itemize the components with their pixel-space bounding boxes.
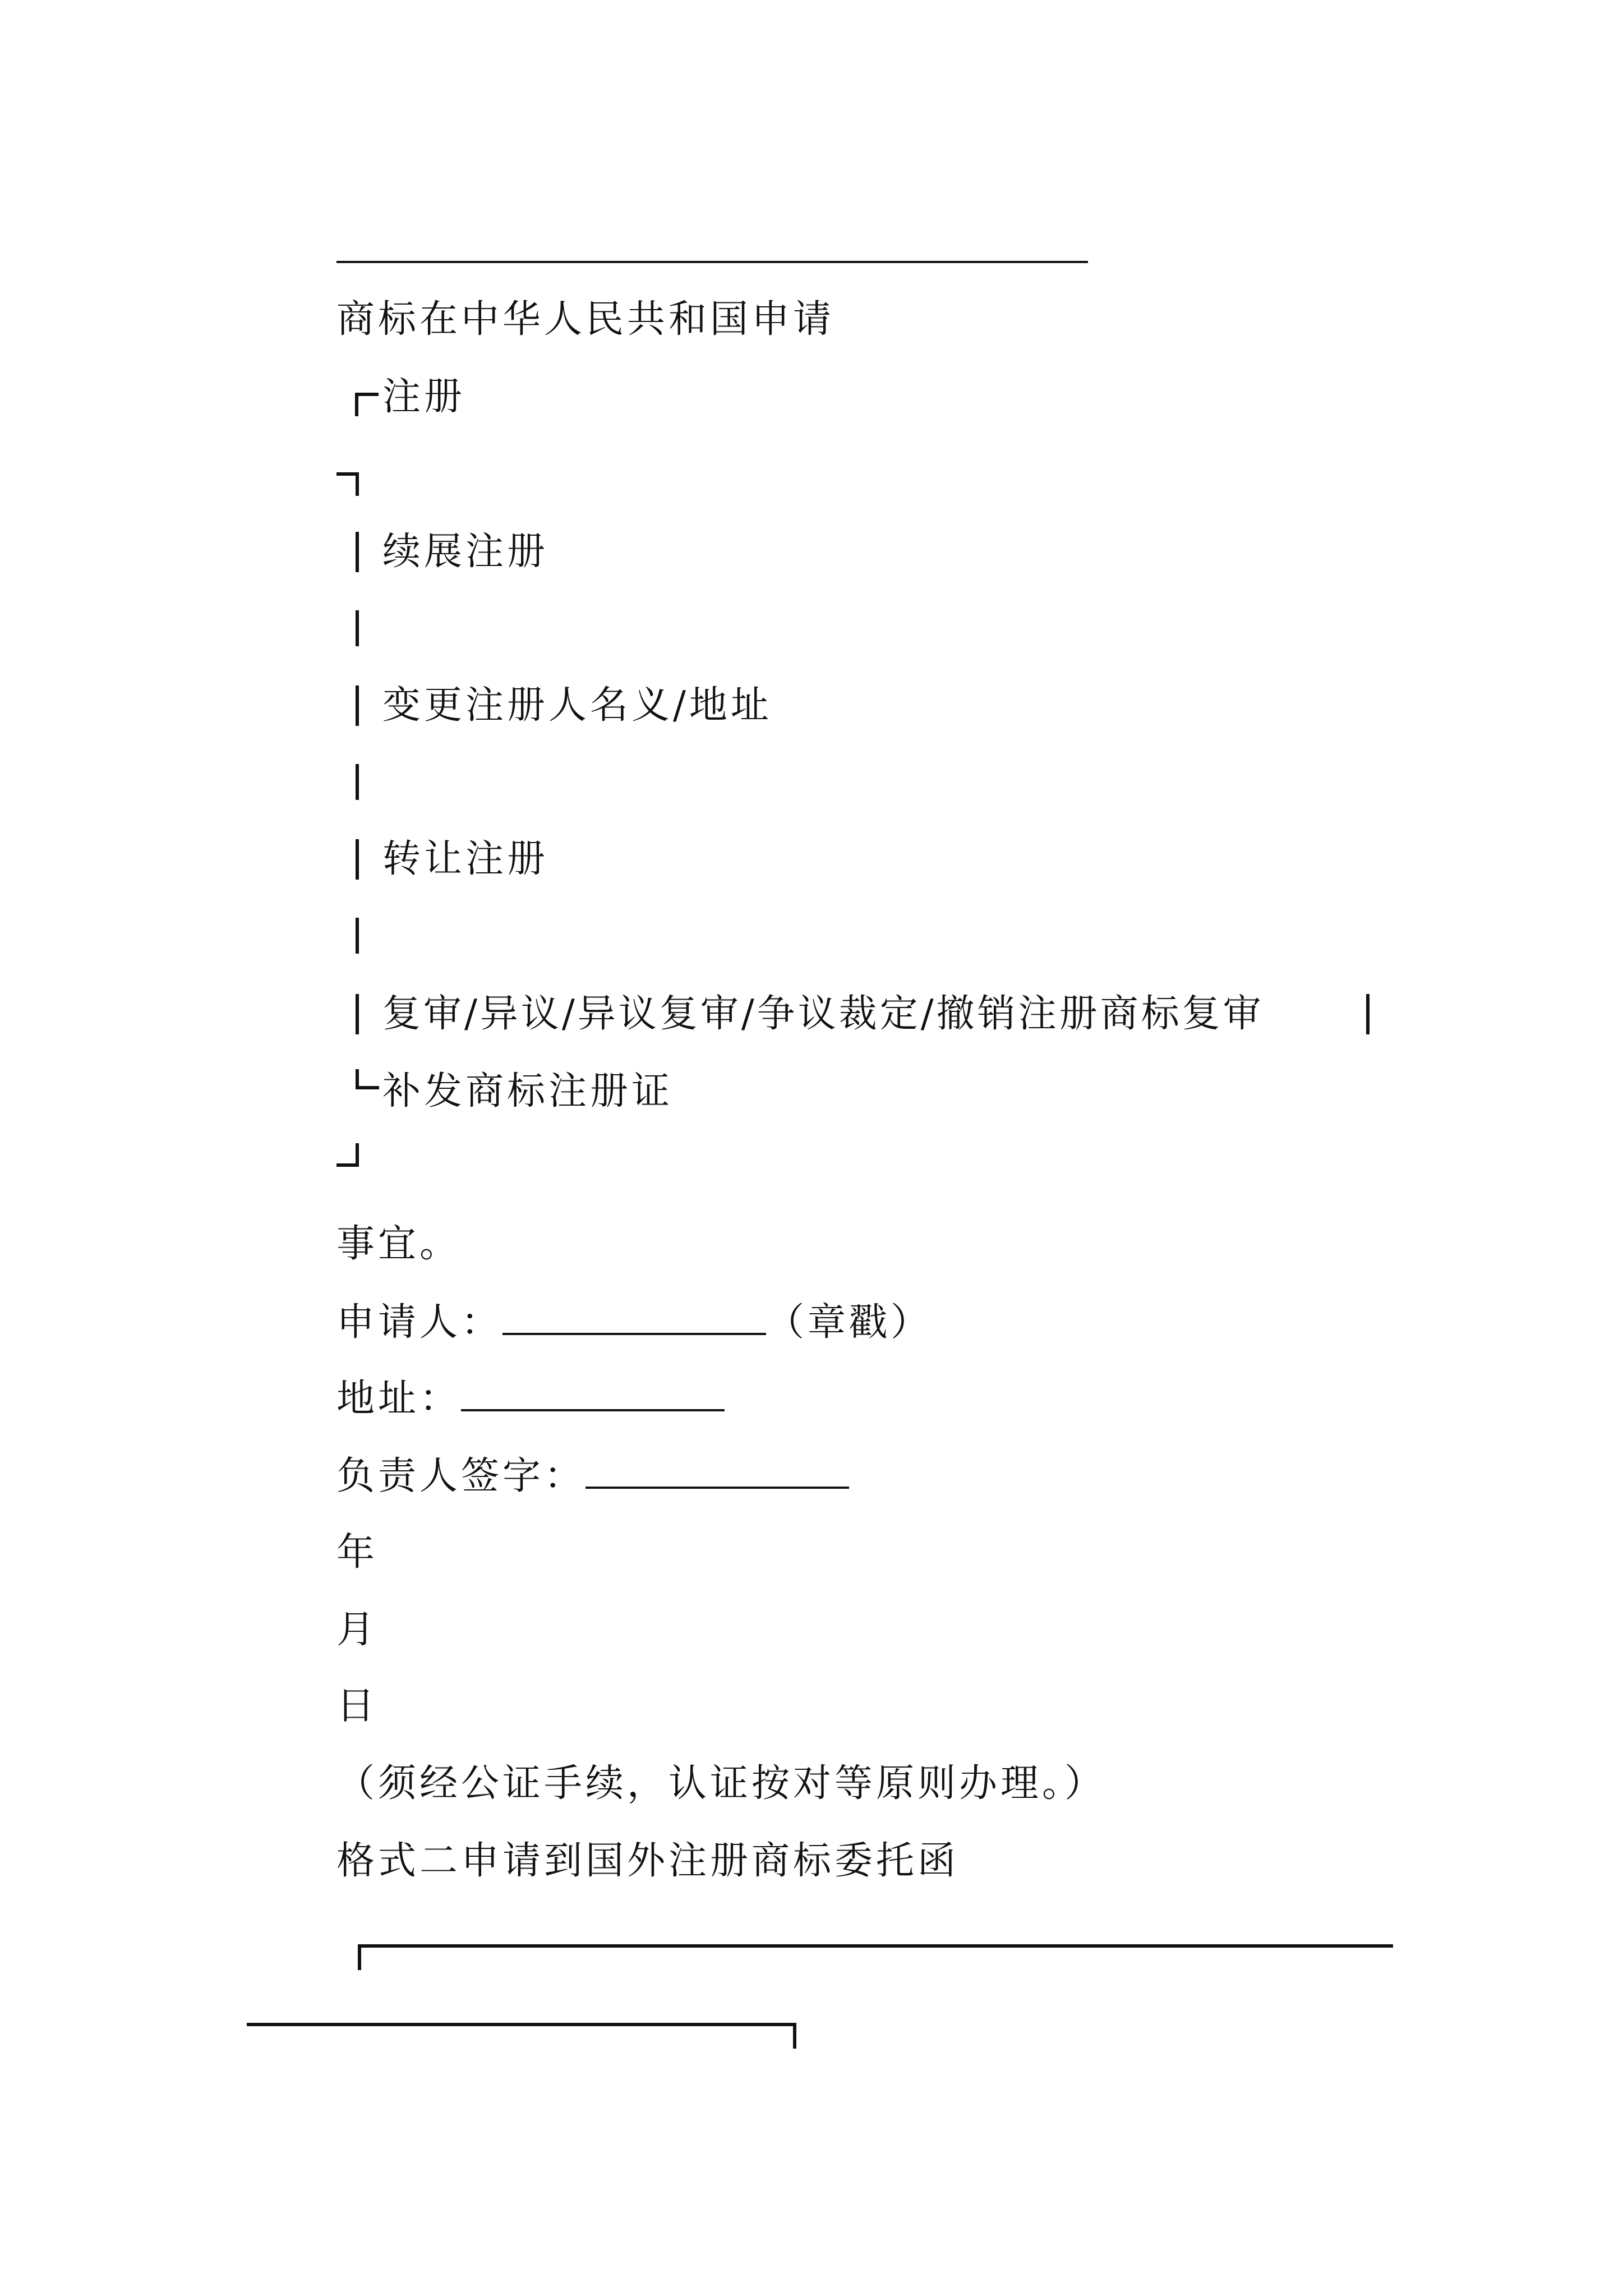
date-month: 月: [336, 1608, 379, 1652]
format-two-title: 格式二申请到国外注册商标委托函: [336, 1839, 960, 1883]
seal-note: （章戳）: [766, 1300, 933, 1345]
date-day: 日: [336, 1684, 379, 1728]
bracket-bar-6: [356, 918, 359, 954]
bracket-bar-2: [356, 610, 359, 646]
signer-label: 负责人签字：: [336, 1454, 586, 1498]
bracket-bar-7-right: [1366, 994, 1370, 1034]
signer-blank: [585, 1453, 849, 1489]
bracket-bar-3: [356, 685, 359, 726]
frame-lower-right-corner: [793, 2023, 796, 2049]
address-line: [336, 1375, 725, 1421]
applicant-blank: [502, 1299, 766, 1335]
applicant-line: [336, 1299, 932, 1345]
option-reissue-certificate: 补发商标注册证: [382, 1069, 674, 1114]
bracket-bar-4: [356, 764, 359, 800]
date-year: 年: [336, 1530, 379, 1575]
option-review: 复审/异议/异议复审/争议裁定/撤销注册商标复审: [382, 992, 1264, 1036]
frame-lower-rule: [247, 2023, 796, 2026]
frame-top-rule: [358, 1944, 1393, 1948]
bracket-corner-top-right: [356, 472, 359, 496]
address-label: 地址：: [336, 1377, 462, 1421]
subject-line: 商标在中华人民共和国申请: [336, 297, 835, 342]
bracket-corner-bottom-right-h: [336, 1163, 359, 1167]
notarization-note: （须经公证手续，认证按对等原则办理。）: [336, 1761, 1106, 1806]
bracket-corner-top-left: [355, 393, 358, 416]
address-blank: [461, 1375, 725, 1411]
frame-top-left-corner: [358, 1944, 361, 1970]
bracket-corner-top-left-h: [355, 393, 379, 396]
option-renewal: 续展注册: [382, 530, 549, 574]
option-register: 注册: [382, 375, 466, 419]
bracket-bar-1: [356, 532, 359, 572]
bracket-corner-bottom-left-h: [356, 1086, 379, 1089]
applicant-label: 申请人：: [336, 1300, 503, 1345]
signer-line: [336, 1453, 849, 1499]
matters-line: 事宜。: [336, 1222, 462, 1266]
option-transfer: 转让注册: [382, 837, 549, 881]
bracket-bar-7: [356, 994, 359, 1034]
bracket-bar-5: [356, 839, 359, 880]
top-blank-line: [336, 261, 1088, 263]
option-change-name-address: 变更注册人名义/地址: [382, 683, 772, 728]
